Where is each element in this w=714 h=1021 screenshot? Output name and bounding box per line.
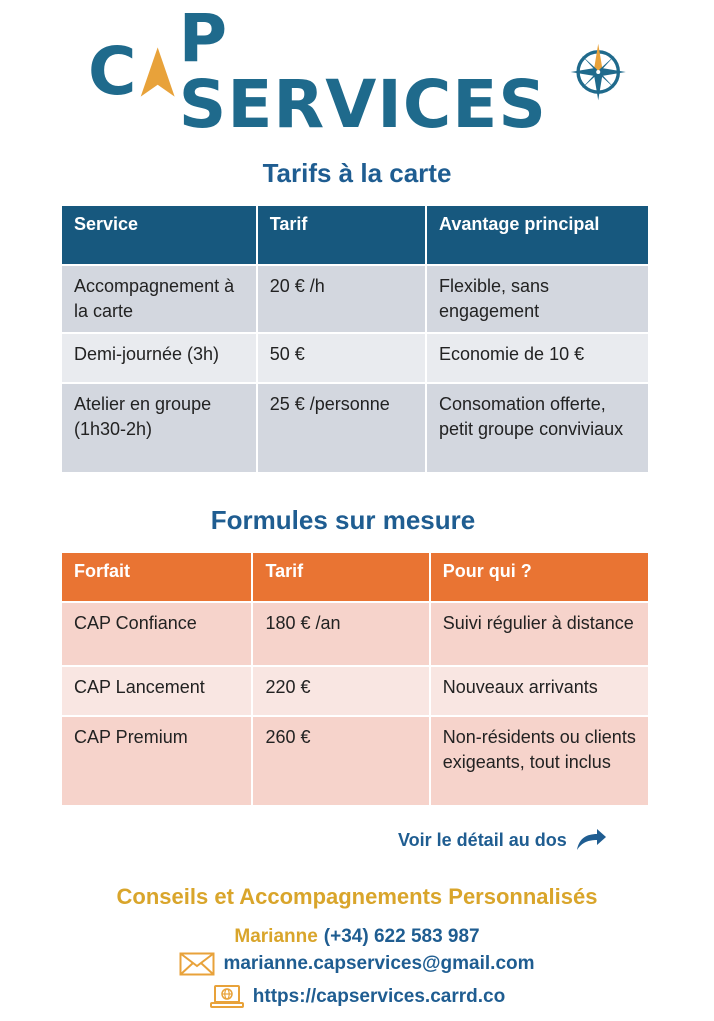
cell-avantage: Consomation offerte, petit groupe conviviaux bbox=[427, 384, 648, 472]
voir-detail-link bbox=[398, 828, 607, 852]
cell-tarif: 25 € /personne bbox=[258, 384, 425, 472]
cell-tarif: 220 € bbox=[253, 667, 428, 715]
table-row bbox=[62, 667, 648, 715]
cell-service: Accompagnement à la carte bbox=[62, 266, 256, 332]
section-title-tarifs: Tarifs à la carte bbox=[262, 158, 452, 188]
envelope-icon bbox=[179, 952, 215, 976]
cell-tarif: 20 € /h bbox=[258, 266, 425, 332]
logo-letters-rest: P SERVICES bbox=[178, 0, 547, 143]
table-row bbox=[62, 717, 648, 805]
compass-icon bbox=[568, 26, 628, 118]
formules-table bbox=[60, 551, 650, 807]
cell-tarif: 50 € bbox=[258, 334, 425, 382]
contact-email-line bbox=[0, 952, 714, 976]
cell-pour-qui: Non-résidents ou clients exigeants, tout inclus bbox=[431, 717, 648, 805]
cell-pour-qui: Nouveaux arrivants bbox=[431, 667, 648, 715]
contact-website[interactable]: https://capservices.carrd.co bbox=[252, 986, 506, 1007]
cell-tarif: 180 € /an bbox=[253, 603, 428, 665]
contact-web-line bbox=[0, 984, 714, 1010]
header-pour-qui: Pour qui ? bbox=[431, 553, 648, 601]
cell-forfait: CAP Lancement bbox=[62, 667, 251, 715]
tagline: Conseils et Accompagnements Personnalisés bbox=[116, 884, 598, 909]
contact-phone: (+34) 622 583 987 bbox=[323, 926, 480, 947]
cell-tarif: 260 € bbox=[253, 717, 428, 805]
header-forfait: Forfait bbox=[62, 553, 251, 601]
logo-a-arrow-icon bbox=[139, 41, 176, 103]
table-row bbox=[62, 266, 648, 332]
cell-pour-qui: Suivi régulier à distance bbox=[431, 603, 648, 665]
contact-phone-line bbox=[0, 926, 714, 948]
table-row bbox=[62, 334, 648, 382]
table-row bbox=[62, 384, 648, 472]
table-row bbox=[62, 603, 648, 665]
cell-avantage: Flexible, sans engagement bbox=[427, 266, 648, 332]
header-tarif: Tarif bbox=[253, 553, 428, 601]
header-service: Service bbox=[62, 206, 256, 264]
curved-arrow-icon bbox=[575, 828, 607, 852]
header-avantage: Avantage principal bbox=[427, 206, 648, 264]
section-title-formules: Formules sur mesure bbox=[210, 505, 476, 535]
header-tarif: Tarif bbox=[258, 206, 425, 264]
cell-avantage: Economie de 10 € bbox=[427, 334, 648, 382]
voir-detail-label: Voir le détail au dos bbox=[398, 829, 567, 850]
contact-name: Marianne bbox=[234, 926, 318, 947]
logo bbox=[88, 0, 628, 143]
logo-wordmark bbox=[88, 0, 554, 143]
contact-email[interactable]: marianne.capservices@gmail.com bbox=[223, 953, 535, 974]
cell-service: Atelier en groupe (1h30-2h) bbox=[62, 384, 256, 472]
cell-service: Demi-journée (3h) bbox=[62, 334, 256, 382]
table-header-row bbox=[62, 553, 648, 601]
laptop-globe-icon bbox=[209, 984, 245, 1010]
logo-letter-c: C bbox=[88, 33, 138, 110]
table-header-row bbox=[62, 206, 648, 264]
cell-forfait: CAP Confiance bbox=[62, 603, 251, 665]
tarifs-table bbox=[60, 204, 650, 474]
cell-forfait: CAP Premium bbox=[62, 717, 251, 805]
